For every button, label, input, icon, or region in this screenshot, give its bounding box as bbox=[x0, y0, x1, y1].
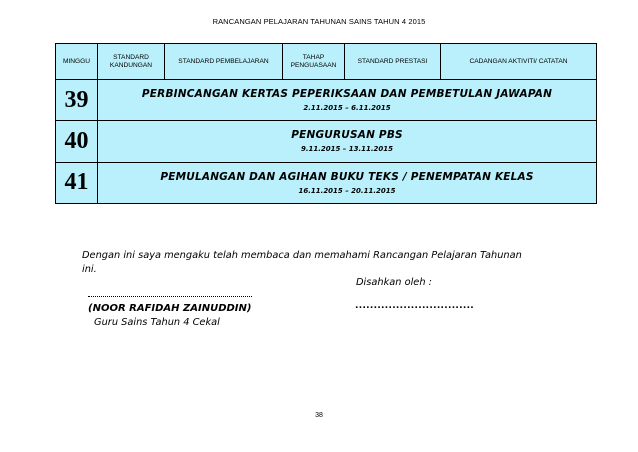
activity-title: PEMULANGAN DAN AGIHAN BUKU TEKS / PENEMPATAN KELAS bbox=[160, 170, 534, 183]
week-number: 39 bbox=[56, 80, 98, 121]
table-row bbox=[56, 162, 597, 203]
activity-cell bbox=[98, 121, 597, 162]
declaration-line-2: ini. bbox=[82, 264, 97, 275]
document-title: RANCANGAN PELAJARAN TAHUNAN SAINS TAHUN 4 2015 bbox=[212, 17, 426, 26]
activity-dates: 2.11.2015 – 6.11.2015 bbox=[303, 104, 391, 113]
approved-by-label: Disahkan oleh : bbox=[356, 277, 432, 288]
activity-dates: 9.11.2015 – 13.11.2015 bbox=[300, 145, 394, 154]
approver-signature-line: ................................ bbox=[355, 301, 475, 311]
header-tahap-penguasaan: TAHAP PENGUASAAN bbox=[283, 44, 345, 80]
header-cadangan: CADANGAN AKTIVITI/ CATATAN bbox=[441, 44, 597, 80]
table-header-row bbox=[56, 44, 597, 80]
activity-title: PERBINCANGAN KERTAS PEPERIKSAAN DAN PEMBETULAN JAWAPAN bbox=[141, 88, 553, 101]
page-number: 38 bbox=[315, 412, 323, 419]
header-minggu: MINGGU bbox=[56, 44, 98, 80]
declaration-line-1: Dengan ini saya mengaku telah membaca dan memahami Rancangan Pelajaran Tahunan bbox=[82, 250, 522, 261]
teacher-role: Guru Sains Tahun 4 Cekal bbox=[94, 317, 220, 328]
activity-title: PENGURUSAN PBS bbox=[291, 129, 403, 142]
header-standard-prestasi: STANDARD PRESTASI bbox=[345, 44, 441, 80]
lesson-plan-table bbox=[55, 43, 597, 204]
table-row bbox=[56, 121, 597, 162]
teacher-name: (NOOR RAFIDAH ZAINUDDIN) bbox=[88, 303, 252, 314]
header-standard-kandungan: STANDARD KANDUNGAN bbox=[98, 44, 165, 80]
week-number: 41 bbox=[56, 162, 98, 203]
week-number: 40 bbox=[56, 121, 98, 162]
activity-cell bbox=[98, 162, 597, 203]
activity-dates: 16.11.2015 – 20.11.2015 bbox=[298, 186, 396, 195]
header-standard-pembelajaran: STANDARD PEMBELAJARAN bbox=[165, 44, 283, 80]
table-row bbox=[56, 80, 597, 121]
activity-cell bbox=[98, 80, 597, 121]
teacher-signature-line bbox=[88, 296, 252, 297]
